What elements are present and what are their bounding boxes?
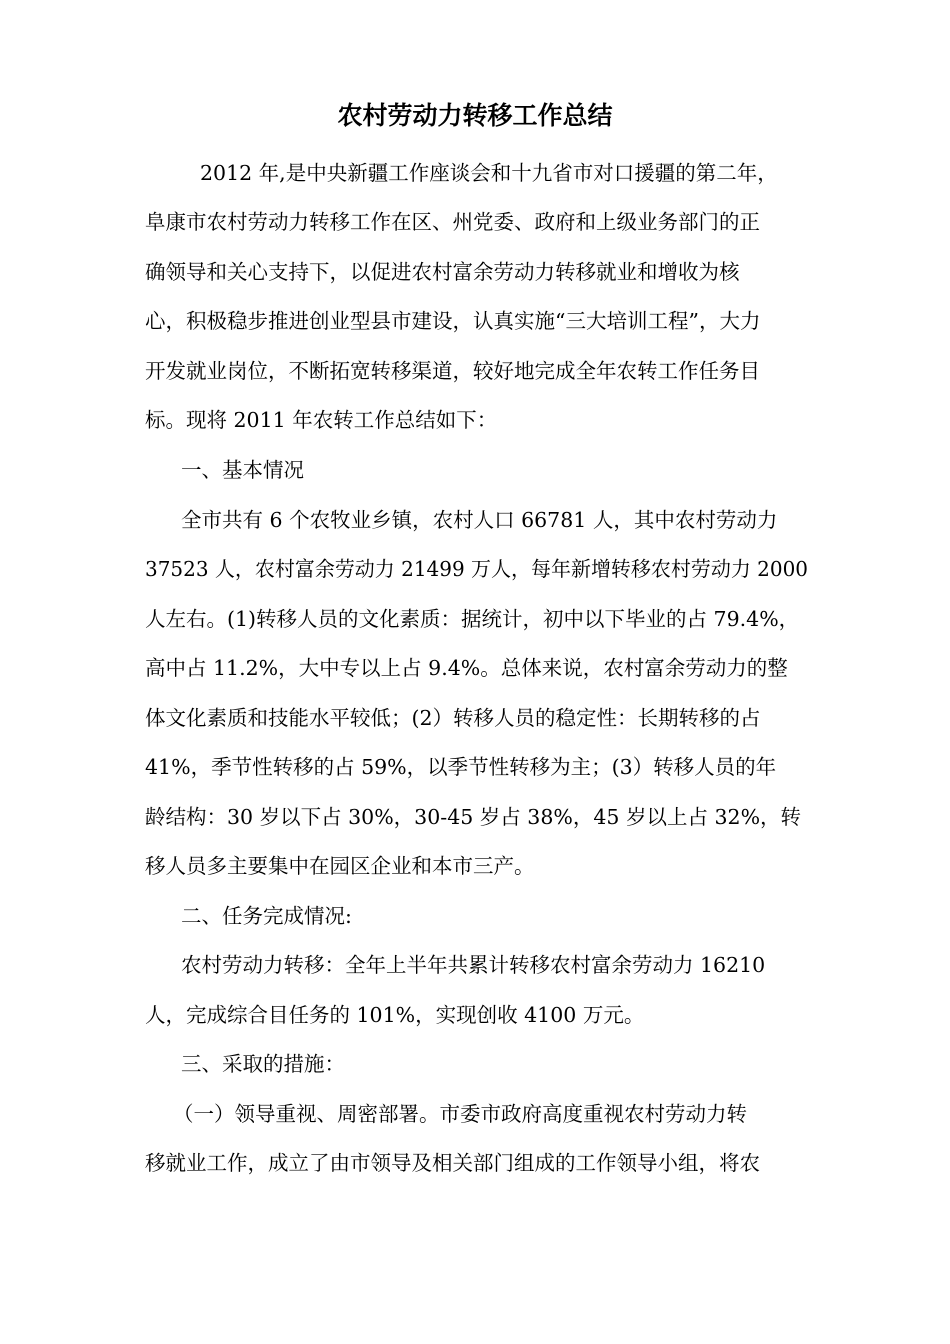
body-line: 农村劳动力转移：全年上半年共累计转移农村富余劳动力 16210 xyxy=(181,953,766,977)
section-heading: 一、基本情况 xyxy=(181,458,304,482)
body-line: 体文化素质和技能水平较低；(2）转移人员的稳定性：长期转移的占 xyxy=(145,706,761,730)
body-line: 41%，季节性转移的占 59%，以季节性转移为主；(3）转移人员的年 xyxy=(145,755,777,779)
body-line: 标。现将 2011 年农转工作总结如下： xyxy=(145,408,498,432)
body-line: 移人员多主要集中在园区企业和本市三产。 xyxy=(145,854,535,878)
body-line: 2012 年,是中央新疆工作座谈会和十九省市对口援疆的第二年， xyxy=(200,161,778,185)
section-heading: 二、任务完成情况: xyxy=(181,904,352,928)
section-heading: 三、采取的措施： xyxy=(181,1052,345,1076)
body-line: 人左右。(1)转移人员的文化素质：据统计，初中以下毕业的占 79.4%， xyxy=(145,607,800,631)
body-line: 开发就业岗位，不断拓宽转移渠道，较好地完成全年农转工作任务目 xyxy=(145,359,760,383)
body-line: 人，完成综合目任务的 101%，实现创收 4100 万元。 xyxy=(145,1003,645,1027)
body-line: 确领导和关心支持下，以促进农村富余劳动力转移就业和增收为核 xyxy=(145,260,740,284)
body-line: （一）领导重视、周密部署。市委市政府高度重视农村劳动力转 xyxy=(173,1102,747,1126)
body-line: 龄结构：30 岁以下占 30%，30-45 岁占 38%，45 岁以上占 32%，转 xyxy=(145,805,802,829)
body-line: 阜康市农村劳动力转移工作在区、州党委、政府和上级业务部门的正 xyxy=(145,210,760,234)
document-title: 农村劳动力转移工作总结 xyxy=(337,101,613,130)
body-line: 高中占 11.2%，大中专以上占 9.4%。总体来说，农村富余劳动力的整 xyxy=(145,656,788,680)
body-line: 37523 人，农村富余劳动力 21499 万人，每年新增转移农村劳动力 2000 xyxy=(145,557,809,581)
body-line: 全市共有 6 个农牧业乡镇，农村人口 66781 人，其中农村劳动力 xyxy=(181,508,778,532)
body-line: 移就业工作，成立了由市领导及相关部门组成的工作领导小组，将农 xyxy=(145,1151,760,1175)
body-line: 心，积极稳步推进创业型县市建设，认真实施“三大培训工程”，大力 xyxy=(145,309,761,333)
